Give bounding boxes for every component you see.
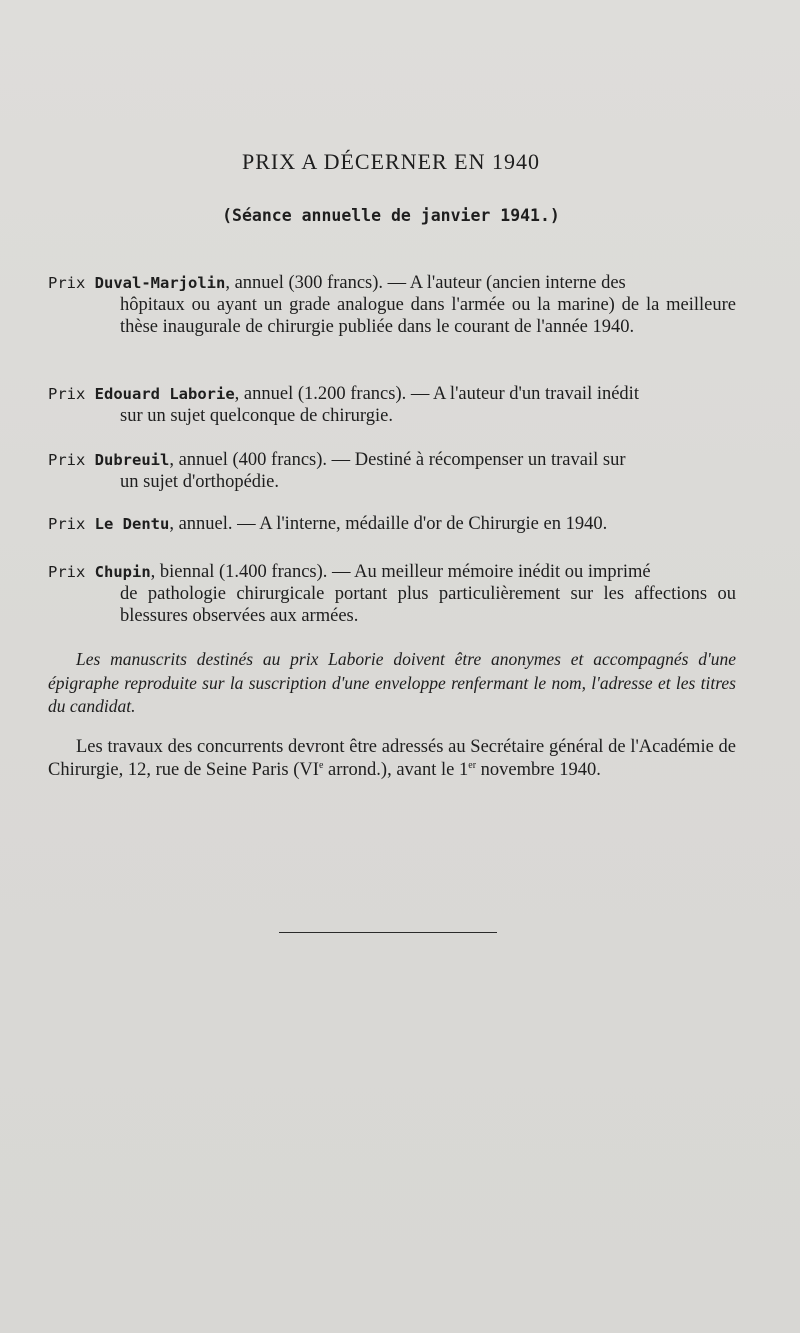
submission-instructions [48, 736, 736, 782]
page-title: PRIX A DÉCERNER EN 1940 [241, 149, 541, 174]
prize-summary: , annuel. — A l'interne, médaille d'or de Chirurgie en 1940. [169, 514, 608, 534]
prize-description: sur un sujet quelconque de chirurgie. [120, 406, 393, 426]
submission-note: Les manuscrits destinés au prix Laborie doivent être anonymes et accompagnés d'une épigraphe reproduite sur la suscription d'une enveloppe renfermant le nom, l'adresse et les titres du candidat. [48, 649, 736, 716]
prize-first-line [48, 449, 736, 471]
prize-name: Chupin [94, 563, 151, 581]
prize-description: un sujet d'orthopédie. [120, 472, 280, 492]
prize-prefix: Prix [48, 515, 95, 533]
instructions-text: novembre 1940. [476, 760, 601, 780]
prize-first-line [48, 513, 736, 535]
prize-summary: , annuel (400 francs). — Destiné à récompenser un travail sur [169, 450, 626, 470]
prize-prefix: Prix [48, 563, 95, 581]
prize-entry [48, 449, 736, 493]
instructions-text: Les travaux des concurrents devront être adressés au Secrétaire général de l'Académie de Chirurgie, 12, rue de Seine Paris (VI [48, 737, 736, 780]
prize-name: Duval-Marjolin [94, 274, 226, 292]
prize-entry [48, 561, 736, 627]
prize-first-line [48, 272, 736, 294]
prize-name: Dubreuil [94, 451, 170, 469]
prize-name: Edouard Laborie [94, 385, 235, 403]
superscript: e [318, 759, 324, 771]
page-subtitle: (Séance annuelle de janvier 1941.) [222, 206, 560, 225]
instructions-text: arrond.), avant le 1 [323, 760, 469, 780]
prize-prefix: Prix [48, 451, 95, 469]
prize-summary: , annuel (300 francs). — A l'auteur (ancien interne des [225, 273, 626, 293]
prize-summary: , annuel (1.200 francs). — A l'auteur d'un travail inédit [234, 384, 639, 404]
prize-description: de pathologie chirurgicale portant plus particulièrement sur les affections ou blessures observées aux armées. [120, 584, 736, 626]
horizontal-rule [279, 932, 497, 933]
prize-entry [48, 383, 736, 427]
prize-entry [48, 272, 736, 338]
prize-first-line [48, 561, 736, 583]
prize-prefix: Prix [48, 274, 95, 292]
prize-entry [48, 513, 736, 535]
prize-description: hôpitaux ou ayant un grade analogue dans l'armée ou la marine) de la meilleure thèse inaugurale de chirurgie publiée dans le courant de l'année 1940. [120, 295, 736, 337]
superscript: er [468, 759, 477, 771]
prize-name: Le Dentu [94, 515, 170, 533]
prize-summary: , biennal (1.400 francs). — Au meilleur mémoire inédit ou imprimé [150, 562, 651, 582]
prize-first-line [48, 383, 736, 405]
prize-prefix: Prix [48, 385, 95, 403]
